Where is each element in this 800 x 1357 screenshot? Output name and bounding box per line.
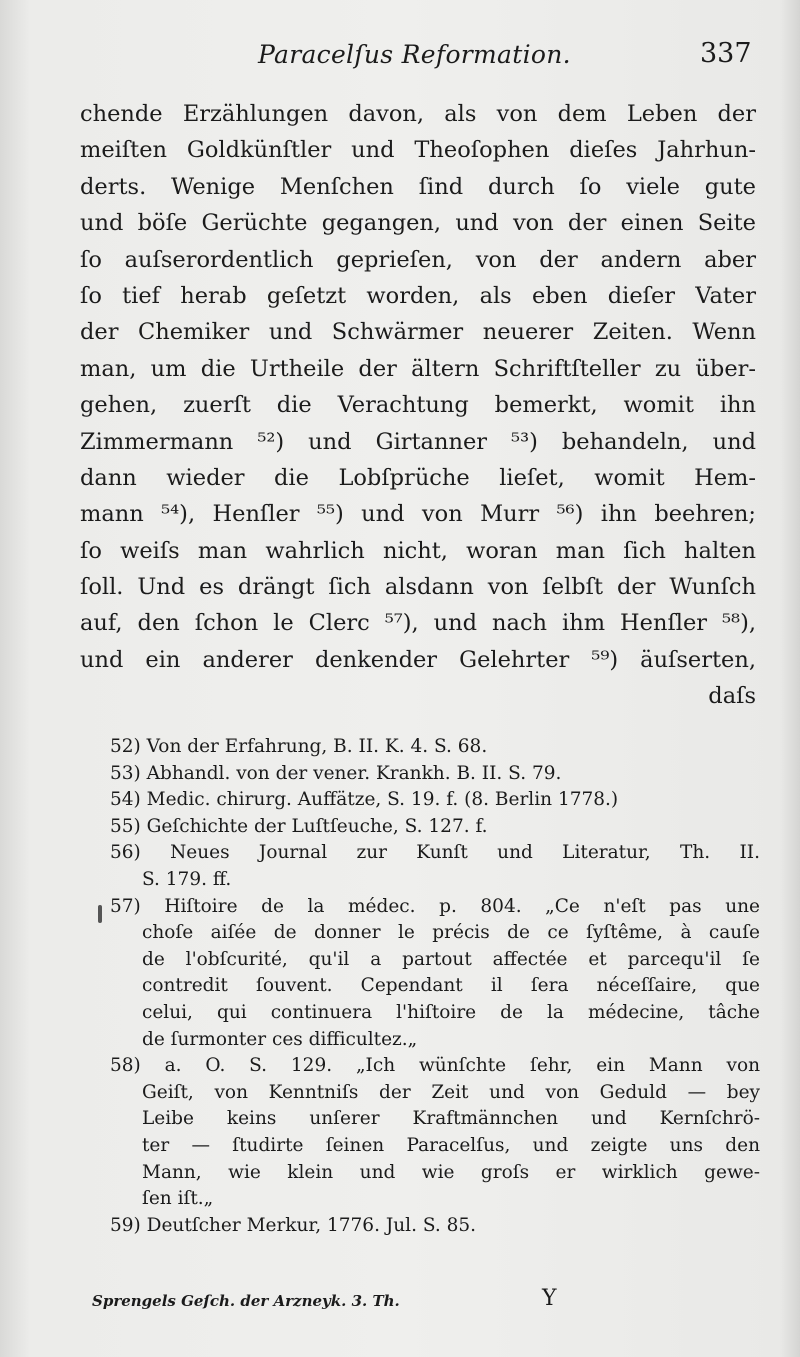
body-line: der Chemiker und Schwärmer neuerer Zeiten. Wenn <box>80 319 756 346</box>
footnote-line: de ſurmonter ces difficultez.„ <box>142 1028 418 1050</box>
page-number: 337 <box>700 38 752 69</box>
page-footer <box>92 1286 762 1320</box>
body-line: dann wieder die Lobſprüche lieſet, womit Hem- <box>80 464 756 491</box>
body-line: man, um die Urtheile der ältern Schriftſteller zu über- <box>80 355 756 382</box>
footnote-line: 58) a. O. S. 129. „Ich wünſchte ſehr, ein Mann von <box>110 1055 760 1077</box>
footnote-line: 54) Medic. chirurg. Auffätze, S. 19. f. (8. Berlin 1778.) <box>110 789 619 811</box>
body-line: gehen, zuerſt die Verachtung bemerkt, womit ihn <box>80 392 756 419</box>
body-line: ſoll. Und es drängt ſich alsdann von ſelbſt der Wunſch <box>80 574 756 601</box>
page-header <box>0 40 800 80</box>
footnote-line: 53) Abhandl. von der vener. Krankh. B. II. S. 79. <box>110 762 562 784</box>
body-line: ſo weiſs man wahrlich nicht, woran man ſich halten <box>80 537 756 564</box>
body-line: Zimmermann ⁵²) und Girtanner ⁵³) behandeln, und <box>80 428 756 455</box>
footnote-line: 57) Hiſtoire de la médec. p. 804. „Ce n'eſt pas une <box>110 895 760 917</box>
body-line: chende Erzählungen davon, als von dem Leben der <box>80 101 756 127</box>
footnote-line: 56) Neues Journal zur Kunſt und Literatur, Th. II. <box>110 842 760 864</box>
body-line: meiſten Goldkünſtler und Theoſophen dieſes Jahrhun- <box>80 137 756 164</box>
footnotes <box>110 734 760 1239</box>
footnote-line: 52) Von der Erfahrung, B. II. K. 4. S. 68. <box>110 736 488 757</box>
footnote-line: 59) Deutſcher Merkur, 1776. Jul. S. 85. <box>110 1214 477 1236</box>
body-line: derts. Wenige Menſchen ſind durch ſo viele gute <box>80 173 756 200</box>
footnote-line: de l'obſcurité, qu'il a partout affectée et parcequ'il ſe <box>142 948 760 970</box>
footnote-line: contredit ſouvent. Cependant il ſera néceſſaire, que <box>142 975 760 997</box>
body-line: und ein anderer denkender Gelehrter ⁵⁹) äuſserten, <box>80 646 756 673</box>
footnote-line: choſe aiſée de donner le précis de ce ſyſtême, à cauſe <box>142 922 760 944</box>
footnote-line: Geiſt, von Kenntniſs der Zeit und von Geduld — bey <box>142 1081 760 1103</box>
footnote-line: ter — ſtudirte ſeinen Paracelſus, und zeigte uns den <box>142 1134 760 1156</box>
body-line: mann ⁵⁴), Henſler ⁵⁵) und von Murr ⁵⁶) ihn beehren; <box>80 501 756 528</box>
body-line: und böſe Gerüchte gegangen, und von der einen Seite <box>80 210 756 237</box>
footnote-line: Mann, wie klein und wie groſs er wirklich gewe- <box>142 1161 760 1183</box>
body-line: auf, den ſchon le Clerc ⁵⁷), und nach ihm Henſler ⁵⁸), <box>80 610 756 637</box>
footnote-line: 55) Geſchichte der Luſtſeuche, S. 127. f. <box>110 815 488 837</box>
footnote-line: Leibe keins unſerer Kraftmännchen und Kernſchrö- <box>142 1108 760 1130</box>
footnote-line: ſen iſt.„ <box>142 1188 214 1210</box>
footnote-line: celui, qui continuera l'hiſtoire de la médecine, tâche <box>142 1001 760 1023</box>
body-text <box>80 96 756 715</box>
running-title: Paracelſus Reformation. <box>258 40 571 69</box>
footnote-line: S. 179. ff. <box>142 868 232 890</box>
ink-mark <box>98 905 102 923</box>
body-line: ſo tief herab geſetzt worden, als eben dieſer Vater <box>80 282 756 309</box>
signature-mark: Y <box>542 1286 557 1311</box>
body-line: daſs <box>708 683 756 710</box>
signature-text: Sprengels Geſch. der Arzneyk. 3. Th. <box>92 1292 400 1310</box>
body-line: ſo auſserordentlich geprieſen, von der andern aber <box>80 246 756 273</box>
